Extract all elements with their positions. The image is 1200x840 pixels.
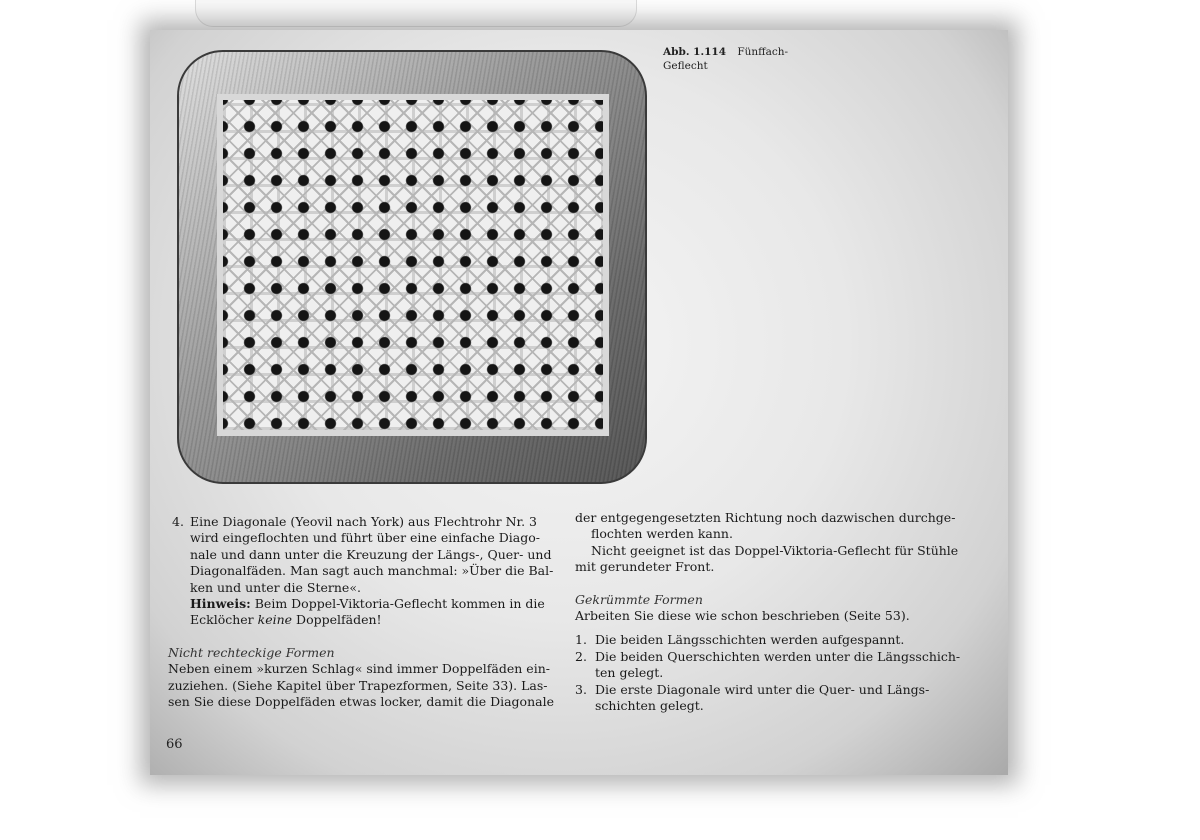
hint-label: Hinweis: (190, 596, 251, 612)
figure-title-line2: Geflecht (663, 60, 708, 72)
figure-title-line1: Fünffach- (737, 46, 789, 58)
text-line: zuziehen. (Siehe Kapitel über Trapezformen, Seite 33). Las- (168, 677, 548, 693)
text-line: ken und unter die Sterne«. (190, 579, 361, 595)
right-column (575, 510, 975, 714)
text-line: der entgegengesetzten Richtung noch dazwischen durchge- (575, 510, 956, 525)
text-line: wird eingeflochten und führt über eine einfache Diago- (190, 530, 541, 546)
text-line: mit gerundeter Front. (575, 559, 715, 575)
text-line: flochten werden kann. (591, 526, 733, 542)
hint-text: Beim Doppel-Viktoria-Geflecht kommen in die (254, 596, 545, 612)
list-number: 2. (575, 648, 587, 664)
left-column (168, 514, 558, 710)
hint-text: Doppelfäden! (296, 612, 382, 628)
text-line: Die erste Diagonale wird unter die Quer- und Längs- (595, 681, 930, 697)
list-item-4 (168, 514, 558, 629)
text-line: schichten gelegt. (595, 698, 704, 714)
list-number: 1. (575, 632, 587, 648)
page-number: 66 (166, 737, 183, 752)
text-line: Die beiden Längsschichten werden aufgespannt. (595, 632, 905, 648)
list-number: 3. (575, 681, 587, 697)
text-line: Nicht geeignet ist das Doppel-Viktoria-Geflecht für Stühle (591, 542, 959, 558)
text-line: nale und dann unter die Kreuzung der Längs-, Quer- und (190, 546, 552, 562)
figure-caption (663, 45, 883, 73)
text-line: Arbeiten Sie diese wie schon beschrieben (Seite 53). (575, 608, 910, 624)
hint-line (190, 596, 558, 612)
weave-photo (177, 50, 647, 484)
text-line: Neben einem »kurzen Schlag« sind immer Doppelfäden ein- (168, 661, 550, 677)
figure-number: Abb. 1.114 (663, 46, 727, 58)
adjacent-page-edge (195, 0, 637, 27)
hint-line-2 (190, 612, 558, 628)
list-item (575, 682, 975, 715)
text-line: Eine Diagonale (Yeovil nach York) aus Flechtrohr Nr. 3 (190, 514, 538, 529)
cane-weave-pattern (223, 100, 603, 430)
hint-emphasis: keine (257, 612, 293, 628)
text-line: Die beiden Querschichten werden unter die Längsschich- (595, 648, 961, 664)
section-heading: Nicht rechteckige Formen (168, 644, 335, 660)
text-line: ten gelegt. (595, 665, 664, 681)
text-line: sen Sie diese Doppelfäden etwas locker, damit die Diagonale (168, 694, 554, 710)
list-item (575, 632, 975, 648)
text-line: Diagonalfäden. Man sagt auch manchmal: »Über die Bal- (190, 563, 554, 579)
list-item (575, 649, 975, 682)
steps-list (575, 632, 975, 714)
section-heading: Gekrümmte Formen (575, 591, 703, 607)
hint-text: Ecklöcher (190, 612, 254, 628)
list-number: 4. (172, 514, 184, 529)
